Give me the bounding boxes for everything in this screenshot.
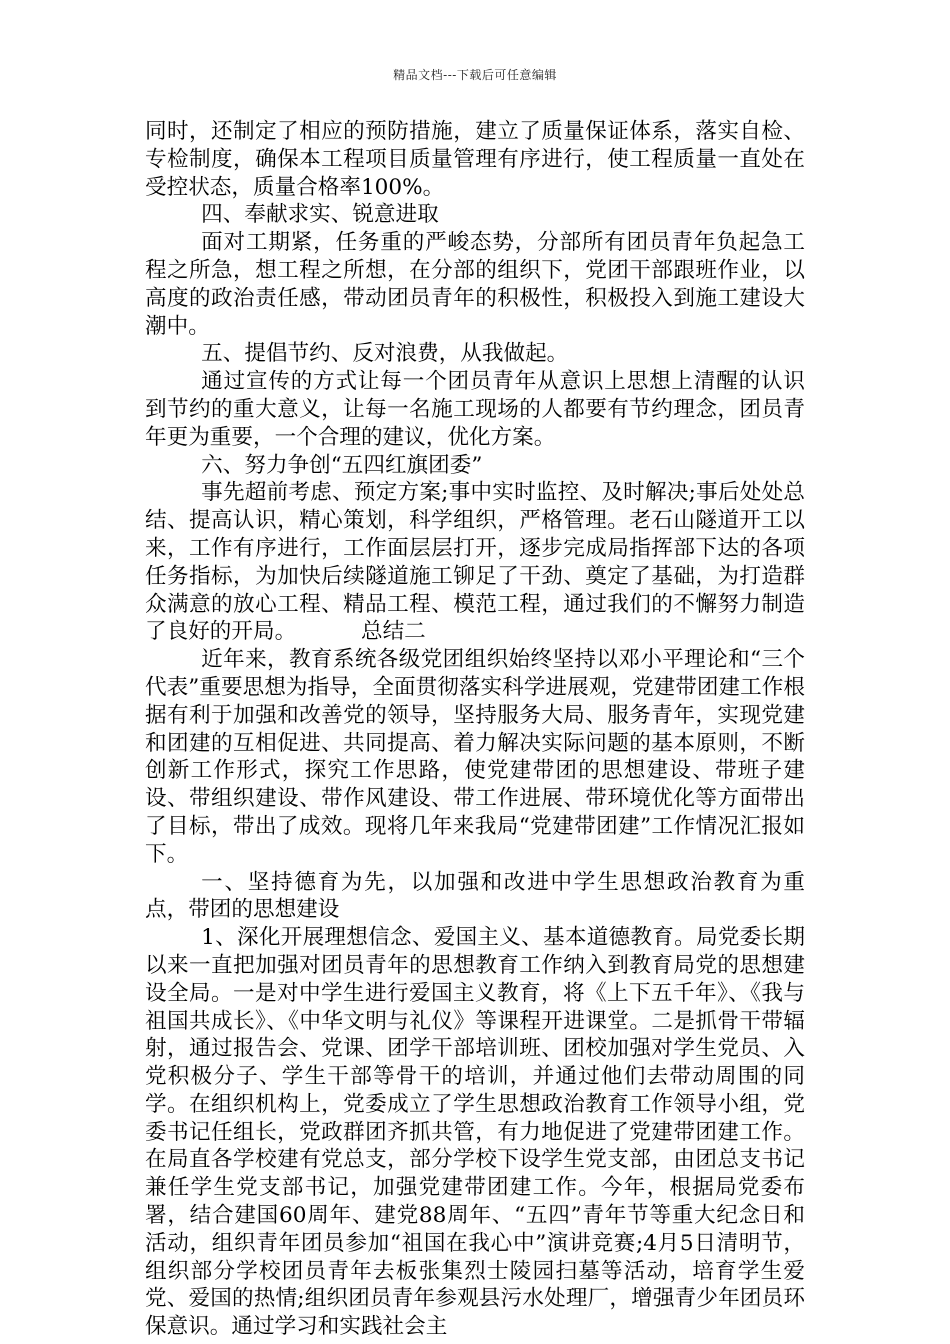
- paragraph-dedication: 面对工期紧，任务重的严峻态势，分部所有团员青年负起急工程之所急，想工程之所想，在分部的组织下，党团干部跟班作业，以高度的政治责任感，带动团员青年的积极性，积极投入到施工建设大潮中。: [145, 230, 805, 339]
- running-header: 精品文档---下载后可任意编辑: [393, 68, 557, 82]
- section-heading-4: 四、奉献求实、锐意进取: [201, 202, 439, 228]
- paragraph-red-flag-text: 事先超前考虑、预定方案;事中实时监控、及时解决;事后处处总结、提高认识，精心策划，科学组织，严格管理。老石山隧道开工以来，工作有序进行，工作面层层打开，逐步完成局指挥部下达的各项任务指标，为加快后续隧道施工铆足了干劲、奠定了基础，为打造群众满意的放心工程、精品工程、模范工程，通过我们的不懈努力制造了良好的开局。: [145, 480, 805, 645]
- paragraph-quality-assurance: 同时，还制定了相应的预防措施，建立了质量保证体系，落实自检、专检制度，确保本工程项目质量管理有序进行，使工程质量一直处在受控状态，质量合格率100%。: [145, 119, 805, 200]
- section-heading-5: 五、提倡节约、反对浪费，从我做起。: [201, 341, 569, 367]
- summary-two-label: 总结二: [360, 619, 426, 645]
- paragraph-ideals-education: 1、深化开展理想信念、爱国主义、基本道德教育。局党委长期以来一直把加强对团员青年的思想教育工作纳入到教育局党的思想建设全局。一是对中学生进行爱国主义教育，将《上下五千年》、《我与祖国共成长》、《中华文明与礼仪》等课程开进课堂。二是抓骨干带辐射，通过报告会、党课、团学干部培训班、团校加强对学生党员、入党积极分子、学生干部等骨干的培训，并通过他们去带动周围的同学。在组织机构上，党委成立了学生思想政治教育工作领导小组，党委书记任组长，党政群团齐抓共管，有力地促进了党建带团建工作。在局直各学校建有党总支，部分学校下设学生党支部，由团总支书记兼任学生党支部书记，加强党建带团建工作。今年，根据局党委布署，结合建国60周年、建党88周年、“五四”青年节等重大纪念日和活动，组织青年团员参加“祖国在我心中”演讲竞赛;4月5日清明节，组织部分学校团员青年去板张集烈士陵园扫墓等活动，培育学生爱党、爱国的热情;组织团员青年参观县污水处理厂，增强青少年团员环保意识。通过学习和实践社会主: [145, 925, 805, 1340]
- section-heading-1: 一、坚持德育为先，以加强和改进中学生思想政治教育为重点，带团的思想建设: [145, 869, 805, 923]
- paragraph-red-flag: [145, 479, 805, 646]
- paragraph-summary-intro: 近年来，教育系统各级党团组织始终坚持以邓小平理论和“三个代表”重要思想为指导，全面贯彻落实科学进展观，党建带团建工作根据有利于加强和改善党的领导，坚持服务大局、服务青年，实现党建和团建的互相促进、共同提高、着力解决实际问题的基本原则，不断创新工作形式，探究工作思路，使党建带团的思想建设、带班子建设、带组织建设、带作风建设、带工作进展、带环境优化等方面带出了目标，带出了成效。现将几年来我局“党建带团建”工作情况汇报如下。: [145, 647, 805, 867]
- paragraph-frugality: 通过宣传的方式让每一个团员青年从意识上思想上清醒的认识到节约的重大意义，让每一名施工现场的人都要有节约理念，团员青年更为重要，一个合理的建议，优化方案。: [145, 369, 805, 450]
- section-heading-6: 六、努力争创“五四红旗团委”: [201, 452, 483, 478]
- document-body: [145, 118, 805, 1341]
